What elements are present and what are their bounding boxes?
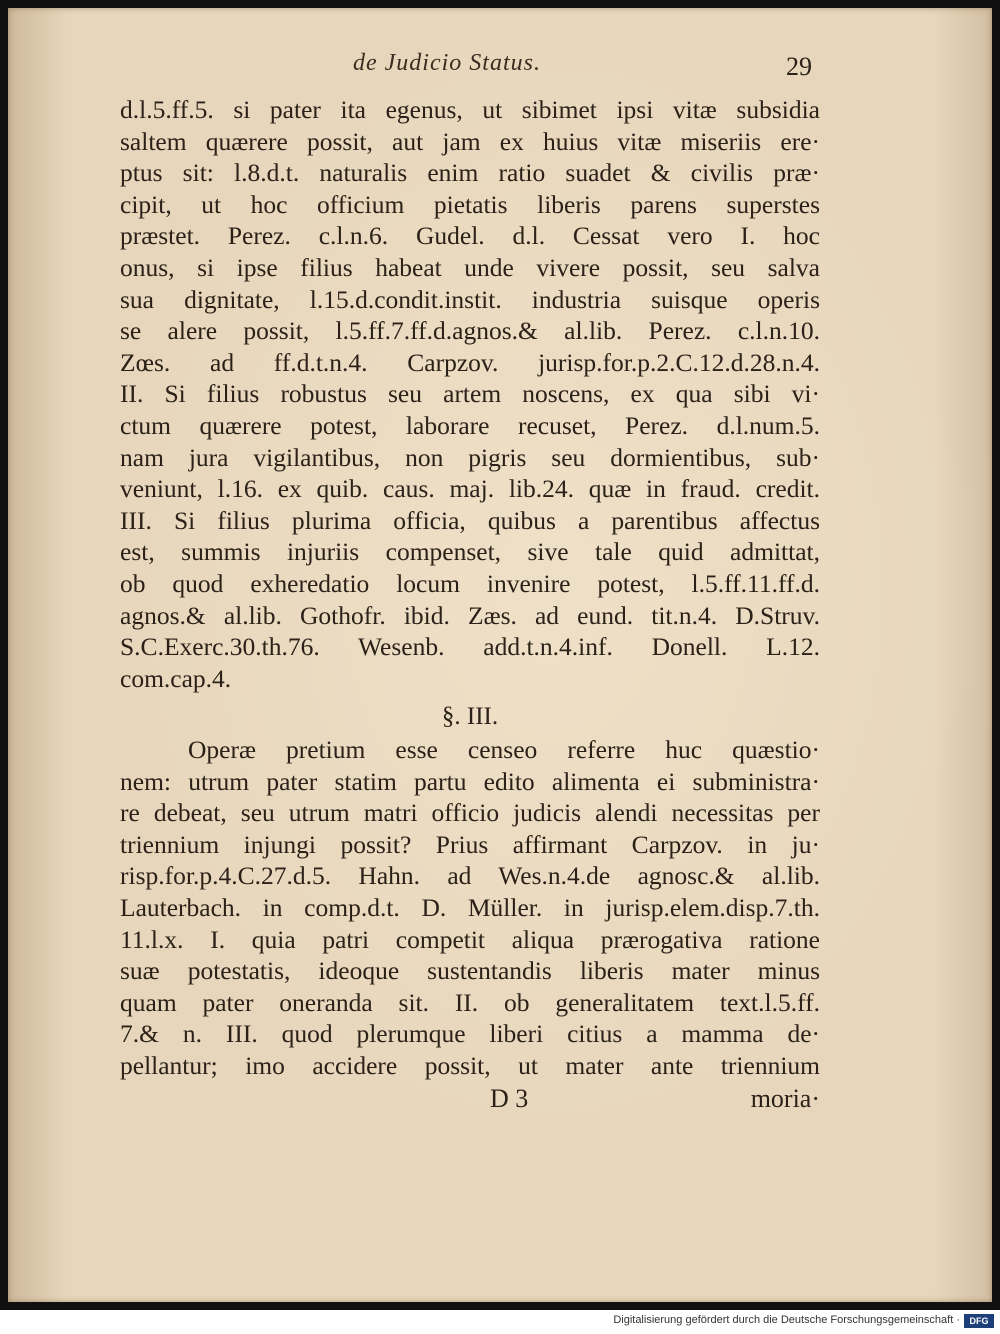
text-line: Operæ pretium esse censeo referre huc quæstio· <box>188 735 820 764</box>
text-line: suæ potestatis, ideoque sustentandis liberis mater minus <box>120 956 820 986</box>
funding-credit: Digitalisierung gefördert durch die Deutsche Forschungsgemeinschaft · <box>613 1314 960 1326</box>
section-text-block <box>120 734 820 1082</box>
credit-bar <box>0 1310 1000 1334</box>
text-line: com.cap.4. <box>120 663 232 693</box>
text-line: ptus sit: l.8.d.t. naturalis enim ratio suadet & civilis præ· <box>120 158 820 188</box>
text-line: quam pater oneranda sit. II. ob generalitatem text.l.5.ff. <box>120 987 820 1017</box>
text-line: veniunt, l.16. ex quib. caus. maj. lib.24. quæ in fraud. credit. <box>120 474 820 504</box>
text-line: saltem quærere possit, aut jam ex huius vitæ miseriis ere· <box>120 126 820 156</box>
text-line: II. Si filius robustus seu artem noscens, ex qua sibi vi· <box>120 379 820 409</box>
page-header <box>8 50 992 90</box>
text-line: 11.l.x. I. quia patri competit aliqua prærogativa ratione <box>120 924 820 954</box>
running-title: de Judicio Status. <box>353 50 541 76</box>
text-line: triennium injungi possit? Prius affirmant Carpzov. in ju· <box>120 829 820 859</box>
text-line: pellantur; imo accidere possit, ut mater ante triennium <box>120 1050 820 1080</box>
text-line: est, summis injuriis compenset, sive tale quid admittat, <box>120 537 820 567</box>
book-page <box>8 8 992 1302</box>
text-line: præstet. Perez. c.l.n.6. Gudel. d.l. Cessat vero I. hoc <box>120 221 820 251</box>
text-line: Zœs. ad ff.d.t.n.4. Carpzov. jurisp.for.p.2.C.12.d.28.n.4. <box>120 347 820 377</box>
text-line: agnos.& al.lib. Gothofr. ibid. Zæs. ad eund. tit.n.4. D.Struv. <box>120 600 820 630</box>
text-line: III. Si filius plurima officia, quibus a parentibus affectus <box>120 505 820 535</box>
text-line: cipit, ut hoc officium pietatis liberis parens superstes <box>120 189 820 219</box>
text-line: sua dignitate, l.15.d.condit.instit. industria suisque operis <box>120 284 820 314</box>
catchword: moria· <box>750 1084 820 1113</box>
section-heading-text: §. III. <box>441 703 499 730</box>
section-heading <box>8 703 992 731</box>
signature-mark: D 3 <box>490 1084 529 1113</box>
text-line: S.C.Exerc.30.th.76. Wesenb. add.t.n.4.inf. Donell. L.12. <box>120 632 820 662</box>
text-line: nem: utrum pater statim partu edito alimenta ei subministra· <box>120 766 820 796</box>
body-text-block <box>120 94 820 694</box>
text-line: 7.& n. III. quod plerumque liberi citius a mamma de· <box>120 1019 820 1049</box>
text-line: ob quod exheredatio locum invenire potest, l.5.ff.11.ff.d. <box>120 568 820 598</box>
text-line: onus, si ipse filius habeat unde vivere possit, seu salva <box>120 252 820 282</box>
page-number: 29 <box>786 52 812 81</box>
text-line: nam jura vigilantibus, non pigris seu dormientibus, sub· <box>120 442 820 472</box>
dfg-logo-icon: DFG <box>964 1314 994 1328</box>
text-line: ctum quærere potest, laborare recuset, Perez. d.l.num.5. <box>120 410 820 440</box>
text-line: risp.for.p.4.C.27.d.5. Hahn. ad Wes.n.4.de agnosc.& al.lib. <box>120 861 820 891</box>
text-line: d.l.5.ff.5. si pater ita egenus, ut sibimet ipsi vitæ subsidia <box>120 95 820 124</box>
text-line: se alere possit, l.5.ff.7.ff.d.agnos.& al.lib. Perez. c.l.n.10. <box>120 316 820 346</box>
page-footer <box>120 1084 820 1118</box>
text-line: re debeat, seu utrum matri officio judicis alendi necessitas per <box>120 798 820 828</box>
text-line: Lauterbach. in comp.d.t. D. Müller. in jurisp.elem.disp.7.th. <box>120 892 820 922</box>
